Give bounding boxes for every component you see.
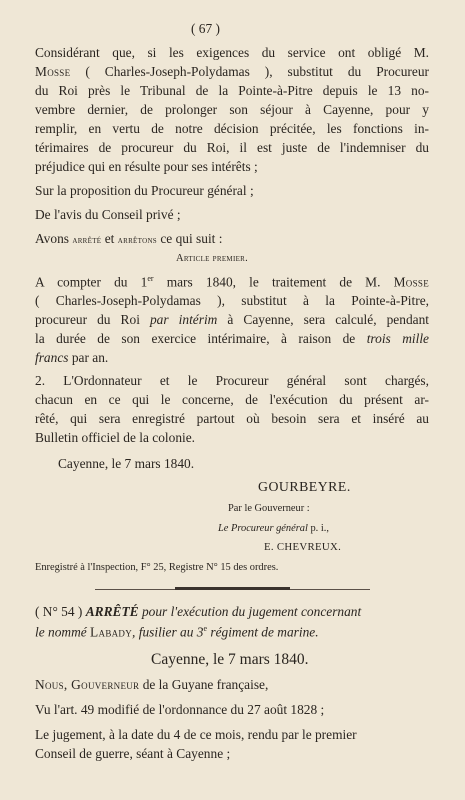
registration-note: Enregistré à l'Inspection, F° 25, Registre N° 15 des ordres. xyxy=(35,562,279,573)
text-line: Sur la proposition du Procureur général ; xyxy=(35,183,254,198)
text-line: rêté, qui sera enregistré partout où besoin sera et inséré au xyxy=(35,411,429,426)
text-line: ( Charles-Joseph-Polydamas ), substitut à la Pointe-à-Pitre, xyxy=(35,293,429,308)
act-heading: ( N° 54 ) ARRÊTÉ pour l'exécution du jugement concernant xyxy=(35,604,362,619)
date-line: Cayenne, le 7 mars 1840. xyxy=(58,456,195,471)
separator-ornament xyxy=(175,587,290,590)
signature-role: Par le Gouverneur : xyxy=(228,503,310,514)
text-line: Considérant que, si les exigences du service ont obligé M. xyxy=(35,45,429,60)
text-line: Bulletin officiel de la colonie. xyxy=(35,430,196,445)
text-line: Avons arrêté et arrêtons ce qui suit : xyxy=(35,231,223,246)
text-line: du Roi près le Tribunal de la Pointe-à-Pitre depuis le 13 no- xyxy=(35,83,429,98)
text-line: térimaires de procureur du Roi, il est juste de l'indemniser du xyxy=(35,140,429,155)
text-line: la durée de son exercice intérimaire, à raison de trois mille xyxy=(35,331,429,346)
signature-proc-name: E. CHEVREUX. xyxy=(264,541,342,553)
text-line: vembre dernier, de prolonger son séjour à Cayenne, pour y xyxy=(35,102,429,117)
text-line: francs par an. xyxy=(35,350,109,365)
text-line: De l'avis du Conseil privé ; xyxy=(35,207,181,222)
text-line: Le jugement, à la date du 4 de ce mois, rendu par le premier xyxy=(35,727,357,742)
act-date: Cayenne, le 7 mars 1840. xyxy=(151,651,309,668)
text-line: Vu l'art. 49 modifié de l'ordonnance du 27 août 1828 ; xyxy=(35,702,325,717)
text-line: chacun en ce qui le concerne, de l'exécution du présent ar- xyxy=(35,392,429,407)
page-number: ( 67 ) xyxy=(191,21,221,36)
text-line: Nous, Gouverneur de la Guyane française, xyxy=(35,677,269,692)
text-line: procureur du Roi par intérim à Cayenne, sera calculé, pendant xyxy=(35,312,429,327)
signature-name: GOURBEYRE. xyxy=(258,479,351,494)
text-line: Conseil de guerre, séant à Cayenne ; xyxy=(35,746,231,761)
text-line: Mosse ( Charles-Joseph-Polydamas ), substitut du Procureur xyxy=(35,64,429,79)
text-line: 2. L'Ordonnateur et le Procureur général sont chargés, xyxy=(35,373,429,388)
text-line: A compter du 1er mars 1840, le traitement de M. Mosse xyxy=(35,274,429,290)
signature-proc: Le Procureur général p. i., xyxy=(218,523,329,534)
article-heading: Article premier. xyxy=(176,253,249,264)
text-line: remplir, en vertu de notre décision précitée, les fonctions in- xyxy=(35,121,429,136)
text-line: préjudice qui en résulte pour ses intérêts ; xyxy=(35,159,258,174)
act-heading: le nommé Labady, fusilier au 3e régiment de marine. xyxy=(35,624,319,640)
